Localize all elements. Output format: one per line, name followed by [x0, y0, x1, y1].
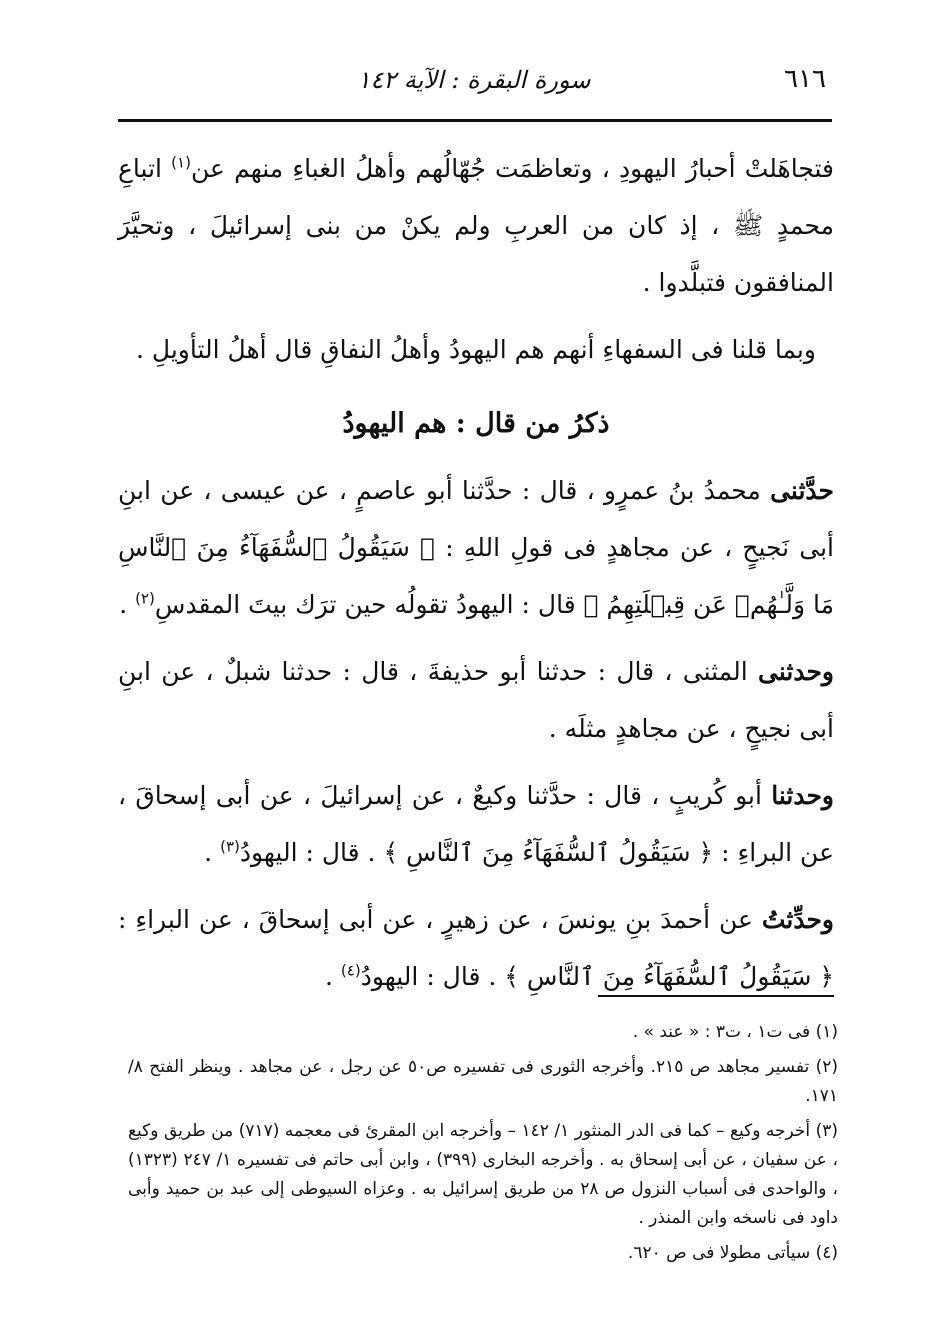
paragraph-text: محمدُ بنُ عمرٍو ، قال : حدَّثنا أبو عاصمٍ ، عن عيسى ، عن ابنِ أبى نَجيحٍ ، عن مجاهدٍ فى قولِ اللهِ : — [118, 476, 834, 562]
paragraph-5 — [118, 767, 834, 881]
page-number: ٦١٦ — [784, 64, 826, 94]
section-heading: ذكرُ من قال : هم اليهودُ — [342, 408, 610, 439]
narration-lead: وحدثنا — [771, 781, 834, 810]
paragraph-text: قال : اليهودُ تقولُه حين ترَك بيتَ المقدسِ — [154, 590, 584, 619]
paragraph-1 — [118, 140, 834, 311]
main-text — [118, 140, 834, 1005]
narration-lead: وحدثنى — [758, 657, 834, 686]
paragraph-text: فتجاهَلتْ أحبارُ اليهودِ ، وتعاظمَت جُهّالُهم وأهلُ الغباءِ منهم عن — [190, 154, 834, 183]
paragraph-text: . قال : اليهودُ — [239, 838, 384, 867]
footnote-2: (٢) تفسير مجاهد ص ٢١٥. وأخرجه الثورى فى تفسيره ص٥٠ عن رجل ، عن مجاهد . وينظر الفتح ٨/ ١٧١. — [128, 1057, 838, 1106]
running-title: سورة البقرة : الآية ١٤٢ — [357, 66, 591, 94]
quran-verse: ﴿ سَيَقُولُ ٱلسُّفَهَآءُ مِنَ ٱلنَّاسِ مَا وَلَّـٰهُمۡ عَن قِبۡلَتِهِمُ ﴾ — [118, 533, 834, 619]
paragraph-text: . قال : اليهودُ — [360, 962, 505, 991]
quran-verse: ﴿ سَيَقُولُ ٱلسُّفَهَآءُ مِنَ ٱلنَّاسِ ﴾ — [504, 962, 834, 991]
paragraph-4 — [118, 643, 834, 757]
footnote-1: (١) فى ت١ ، ت٣ : « عند » . — [632, 1022, 838, 1042]
page-header — [118, 60, 830, 110]
footnote-ref-1: (١) — [171, 153, 191, 172]
paragraph-text: اتباعِ محمدٍ ﷺ ، إذ كان من العربِ ولم يكنْ من بنى إسرائيلَ ، وتحيَّرَ المنافقون فتبلَّدوا . — [118, 154, 834, 297]
footnote-ref-4: (٤) — [340, 961, 361, 980]
quran-verse: ﴿ سَيَقُولُ ٱلسُّفَهَآءُ مِنَ ٱلنَّاسِ ﴾ — [383, 838, 714, 867]
paragraph-end: . — [204, 838, 221, 867]
footnote-ref-2: (٢) — [135, 589, 155, 608]
footnote-divider — [598, 995, 834, 997]
narration-lead: وحدِّثتُ — [761, 905, 834, 934]
paragraph-text: أبو كُريبٍ ، قال : حدَّثنا وكيعٌ ، عن إسرائيلَ ، عن أبى إسحاقَ ، عن البراءِ : — [118, 781, 834, 867]
paragraph-end: . — [325, 962, 341, 991]
footnote-ref-3: (٣) — [220, 837, 240, 856]
paragraph-3 — [118, 462, 834, 633]
paragraph-text: عن أحمدَ بنِ يونسَ ، عن زهيرٍ ، عن أبى إسحاقَ ، عن البراءِ : — [118, 905, 762, 934]
paragraph-6 — [118, 891, 834, 1005]
header-divider — [118, 119, 832, 122]
paragraph-text: المثنى ، قال : حدثنا أبو حذيفةَ ، قال : حدثنا شبلٌ ، عن ابنِ أبى نجيحٍ ، عن مجاهدٍ مثلَه . — [118, 657, 834, 743]
footnotes — [128, 1018, 838, 1274]
narration-lead: حدَّثنى — [770, 476, 834, 505]
footnote-3: (٣) أخرجه وكيع – كما فى الدر المنثور ١/ ١٤٢ – وأخرجه ابن المقرئ فى معجمه (٧١٧) من طريق وكيع ، عن سفيان ، عن أبى إسحاق به . وأخرجه البخارى (٣٩٩) ، وابن أبى حاتم فى تفسيره ١/ ٢٤٧ (١٣٢٣) ، والواحدى فى أسباب النزول ص ٢٨ من طريق إسرائيل به . وعزاه السيوطى إلى عبد بن حميد وأبى داود فى ناسخه وابن المنذر . — [128, 1121, 838, 1228]
paragraph-end: . — [119, 590, 136, 619]
paragraph-2: وبما قلنا فى السفهاءِ أنهم هم اليهودُ وأهلُ النفاقِ قال أهلُ التأويلِ . — [136, 335, 816, 364]
footnote-4: (٤) سيأتى مطولا فى ص ٦٢٠. — [627, 1243, 838, 1263]
